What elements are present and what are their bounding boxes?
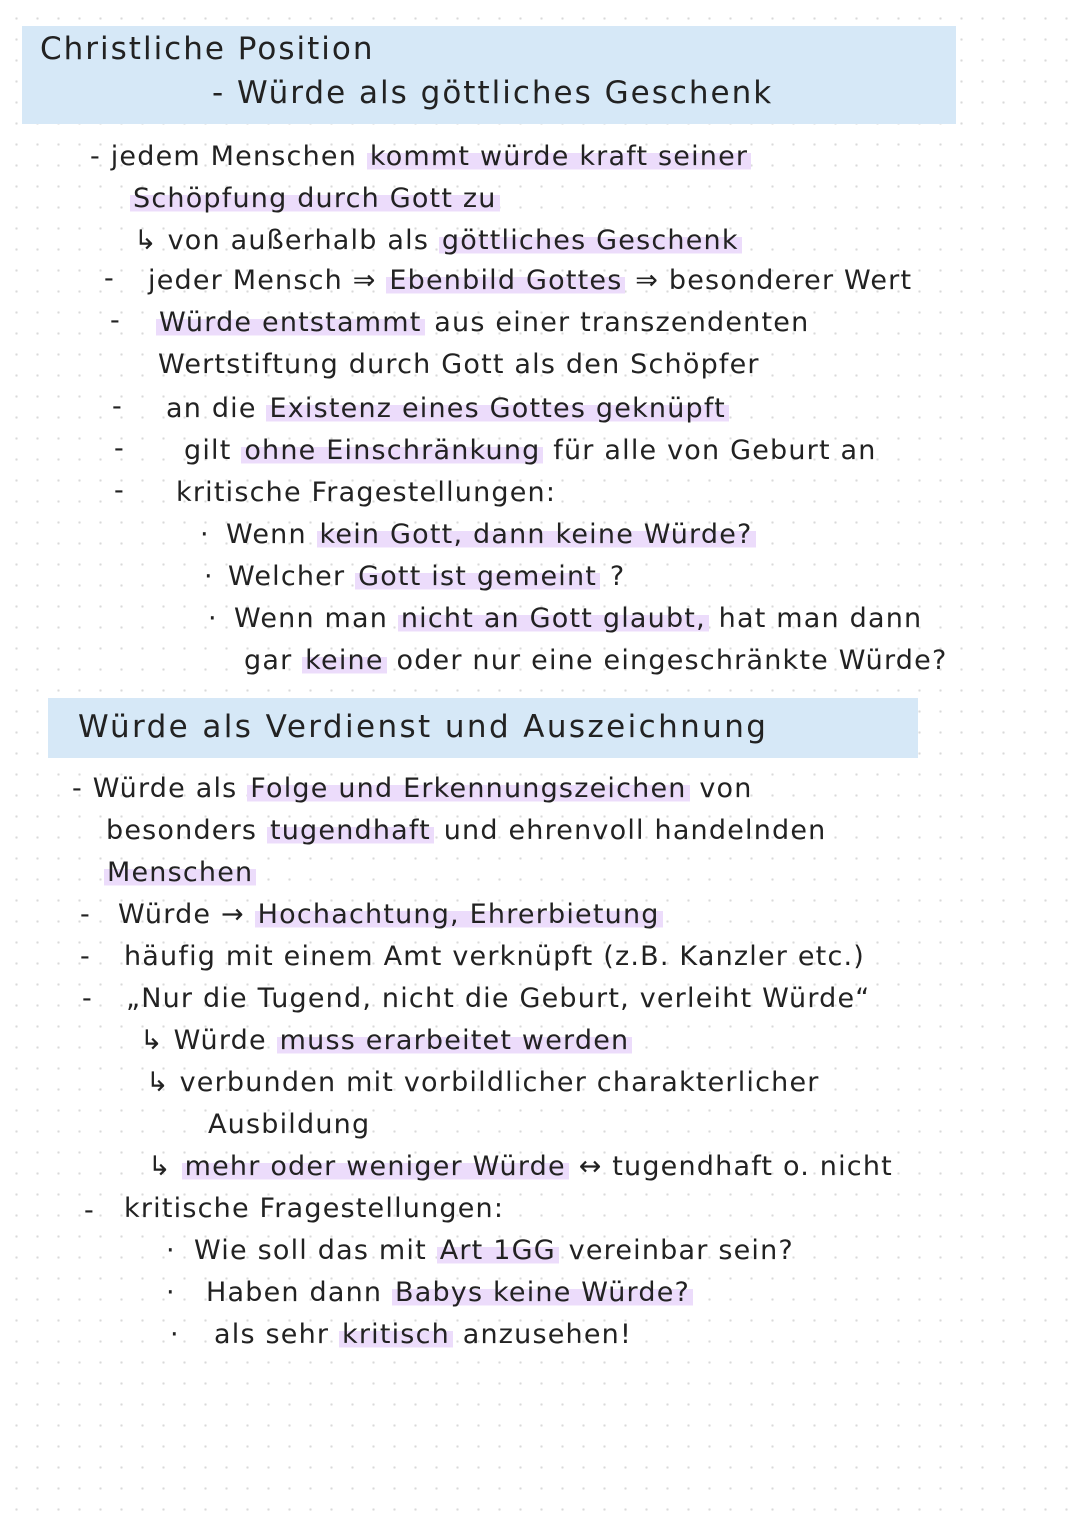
note-line: Wenn man nicht an Gott glaubt, hat man dann bbox=[234, 603, 923, 634]
note-line: Menschen bbox=[104, 856, 256, 890]
section2-title: Würde als Verdienst und Auszeichnung bbox=[78, 709, 769, 745]
note-line: häufig mit einem Amt verknüpft (z.B. Kanzler etc.) bbox=[124, 941, 866, 972]
bullet-dash: - bbox=[80, 941, 90, 972]
note-line: - Würde als Folge und Erkennungszeichen von bbox=[72, 773, 753, 804]
note-line: kritische Fragestellungen: bbox=[176, 477, 557, 508]
bullet-dash: - bbox=[84, 1195, 94, 1226]
note-line: ↳ verbunden mit vorbildlicher charakterlicher bbox=[146, 1067, 820, 1098]
note-line: kritische Fragestellungen: bbox=[124, 1193, 505, 1224]
bullet-dash: - bbox=[114, 475, 124, 506]
note-line: an die Existenz eines Gottes geknüpft bbox=[166, 392, 729, 426]
bullet-dot: · bbox=[204, 561, 213, 592]
bullet-dash: - bbox=[104, 263, 114, 294]
bullet-dash: - bbox=[80, 899, 90, 930]
note-line: Haben dann Babys keine Würde? bbox=[206, 1276, 693, 1310]
note-line: jeder Mensch ⇒ Ebenbild Gottes ⇒ besonderer Wert bbox=[148, 265, 913, 296]
note-line: Schöpfung durch Gott zu bbox=[130, 182, 500, 216]
bullet-dot: · bbox=[166, 1235, 175, 1266]
note-line: ↳ von außerhalb als göttliches Geschenk bbox=[134, 224, 742, 258]
bullet-dot: · bbox=[208, 603, 217, 634]
note-line: ↳ mehr oder weniger Würde ↔ tugendhaft o. nicht bbox=[148, 1151, 893, 1182]
note-line: besonders tugendhaft und ehrenvoll handelnden bbox=[106, 815, 827, 846]
section1-title: Christliche Position bbox=[40, 31, 375, 67]
note-line: „Nur die Tugend, nicht die Geburt, verleiht Würde“ bbox=[126, 983, 871, 1014]
bullet-dash: - bbox=[82, 983, 92, 1014]
note-line: gar keine oder nur eine eingeschränkte Würde? bbox=[244, 645, 948, 676]
note-line: Würde → Hochachtung, Ehrerbietung bbox=[118, 898, 663, 932]
note-line: ↳ Würde muss erarbeitet werden bbox=[140, 1024, 632, 1058]
note-line: Wertstiftung durch Gott als den Schöpfer bbox=[158, 349, 760, 380]
note-line: - jedem Menschen kommt würde kraft seiner bbox=[90, 140, 751, 174]
bullet-dot: · bbox=[170, 1319, 179, 1350]
bullet-dash: - bbox=[112, 391, 122, 422]
note-line: Welcher Gott ist gemeint ? bbox=[228, 561, 626, 592]
bullet-dot: · bbox=[200, 519, 209, 550]
bullet-dash: - bbox=[110, 305, 120, 336]
note-line: Ausbildung bbox=[208, 1109, 371, 1140]
note-line: als sehr kritisch anzusehen! bbox=[214, 1319, 633, 1350]
section1-subtitle: - Würde als göttliches Geschenk bbox=[212, 75, 774, 111]
note-line: gilt ohne Einschränkung für alle von Geburt an bbox=[184, 435, 877, 466]
note-line: Wie soll das mit Art 1GG vereinbar sein? bbox=[194, 1235, 794, 1266]
note-line: Würde entstammt aus einer transzendenten bbox=[156, 306, 809, 340]
bullet-dash: - bbox=[114, 433, 124, 464]
note-line: Wenn kein Gott, dann keine Würde? bbox=[226, 518, 756, 552]
bullet-dot: · bbox=[166, 1277, 175, 1308]
